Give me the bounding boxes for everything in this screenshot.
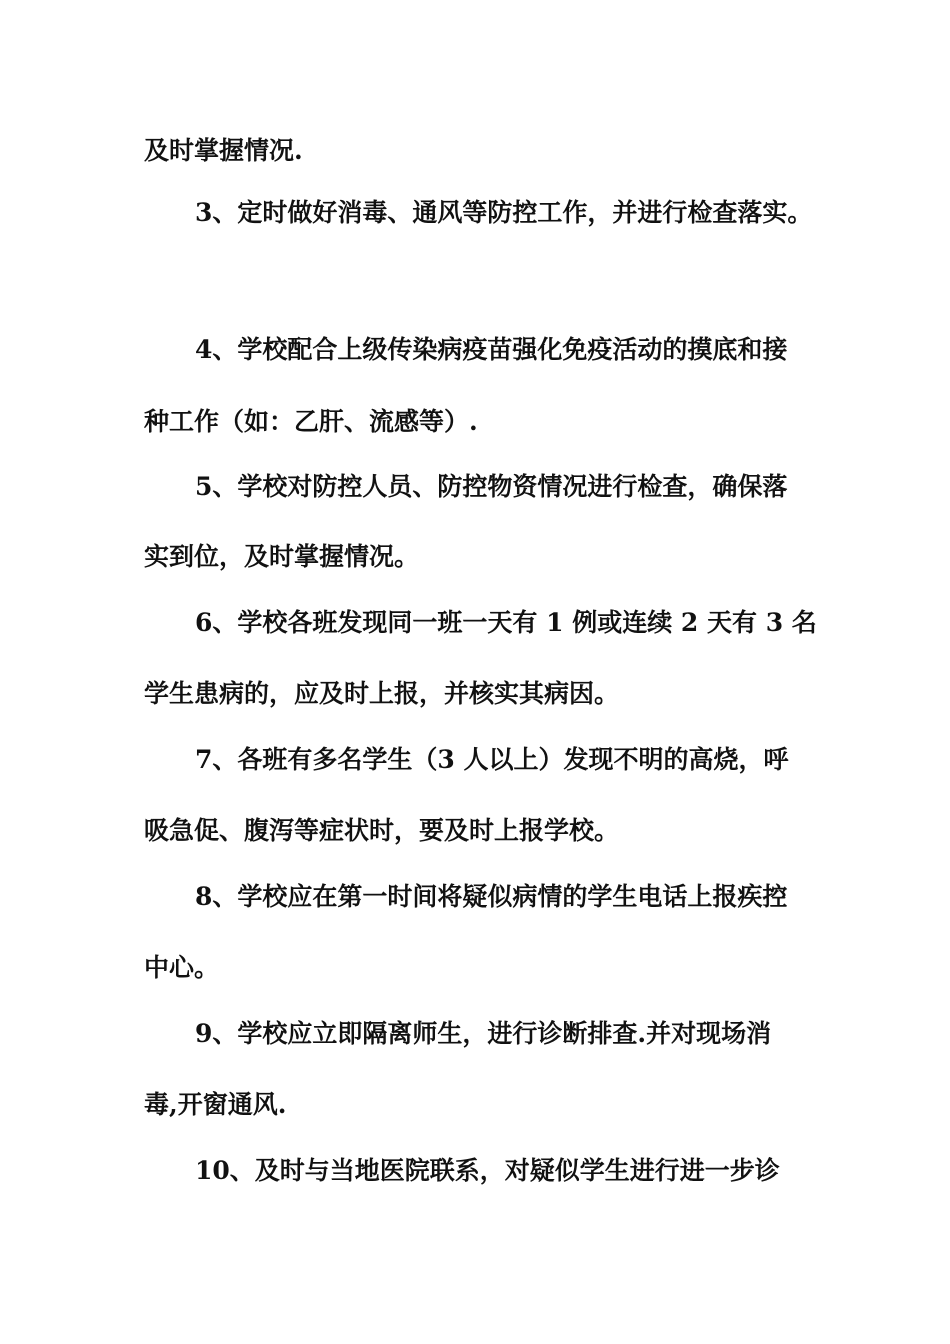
text-line-item-4: 4、学校配合上级传染病疫苗强化免疫活动的摸底和接 xyxy=(195,335,788,364)
text-line-item-5-cont: 实到位，及时掌握情况。 xyxy=(144,542,420,571)
text-line-item-5: 5、学校对防控人员、防控物资情况进行检查，确保落 xyxy=(195,472,788,501)
text-line-item-9: 9、学校应立即隔离师生，进行诊断排查.并对现场消 xyxy=(195,1019,772,1048)
text-line-item-4-cont: 种工作（如：乙肝、流感等）. xyxy=(144,407,478,436)
text-line-item-3: 3、定时做好消毒、通风等防控工作，并进行检查落实。 xyxy=(195,198,813,227)
text-line-item-7-cont: 吸急促、腹泻等症状时，要及时上报学校。 xyxy=(144,816,620,845)
text-line-item-7: 7、各班有多名学生（3 人以上）发现不明的高烧，呼 xyxy=(195,745,789,774)
text-line-item-8: 8、学校应在第一时间将疑似病情的学生电话上报疾控 xyxy=(195,882,788,911)
text-line-item-6-cont: 学生患病的，应及时上报，并核实其病因。 xyxy=(144,679,620,708)
text-line-item-9-cont: 毒,开窗通风. xyxy=(144,1090,287,1119)
text-line-item-10: 10、及时与当地医院联系，对疑似学生进行进一步诊 xyxy=(195,1156,780,1185)
text-line-item-6: 6、学校各班发现同一班一天有 1 例或连续 2 天有 3 名 xyxy=(195,608,817,637)
text-line-item-8-cont: 中心。 xyxy=(144,953,220,982)
text-line-1: 及时掌握情况. xyxy=(144,136,303,165)
